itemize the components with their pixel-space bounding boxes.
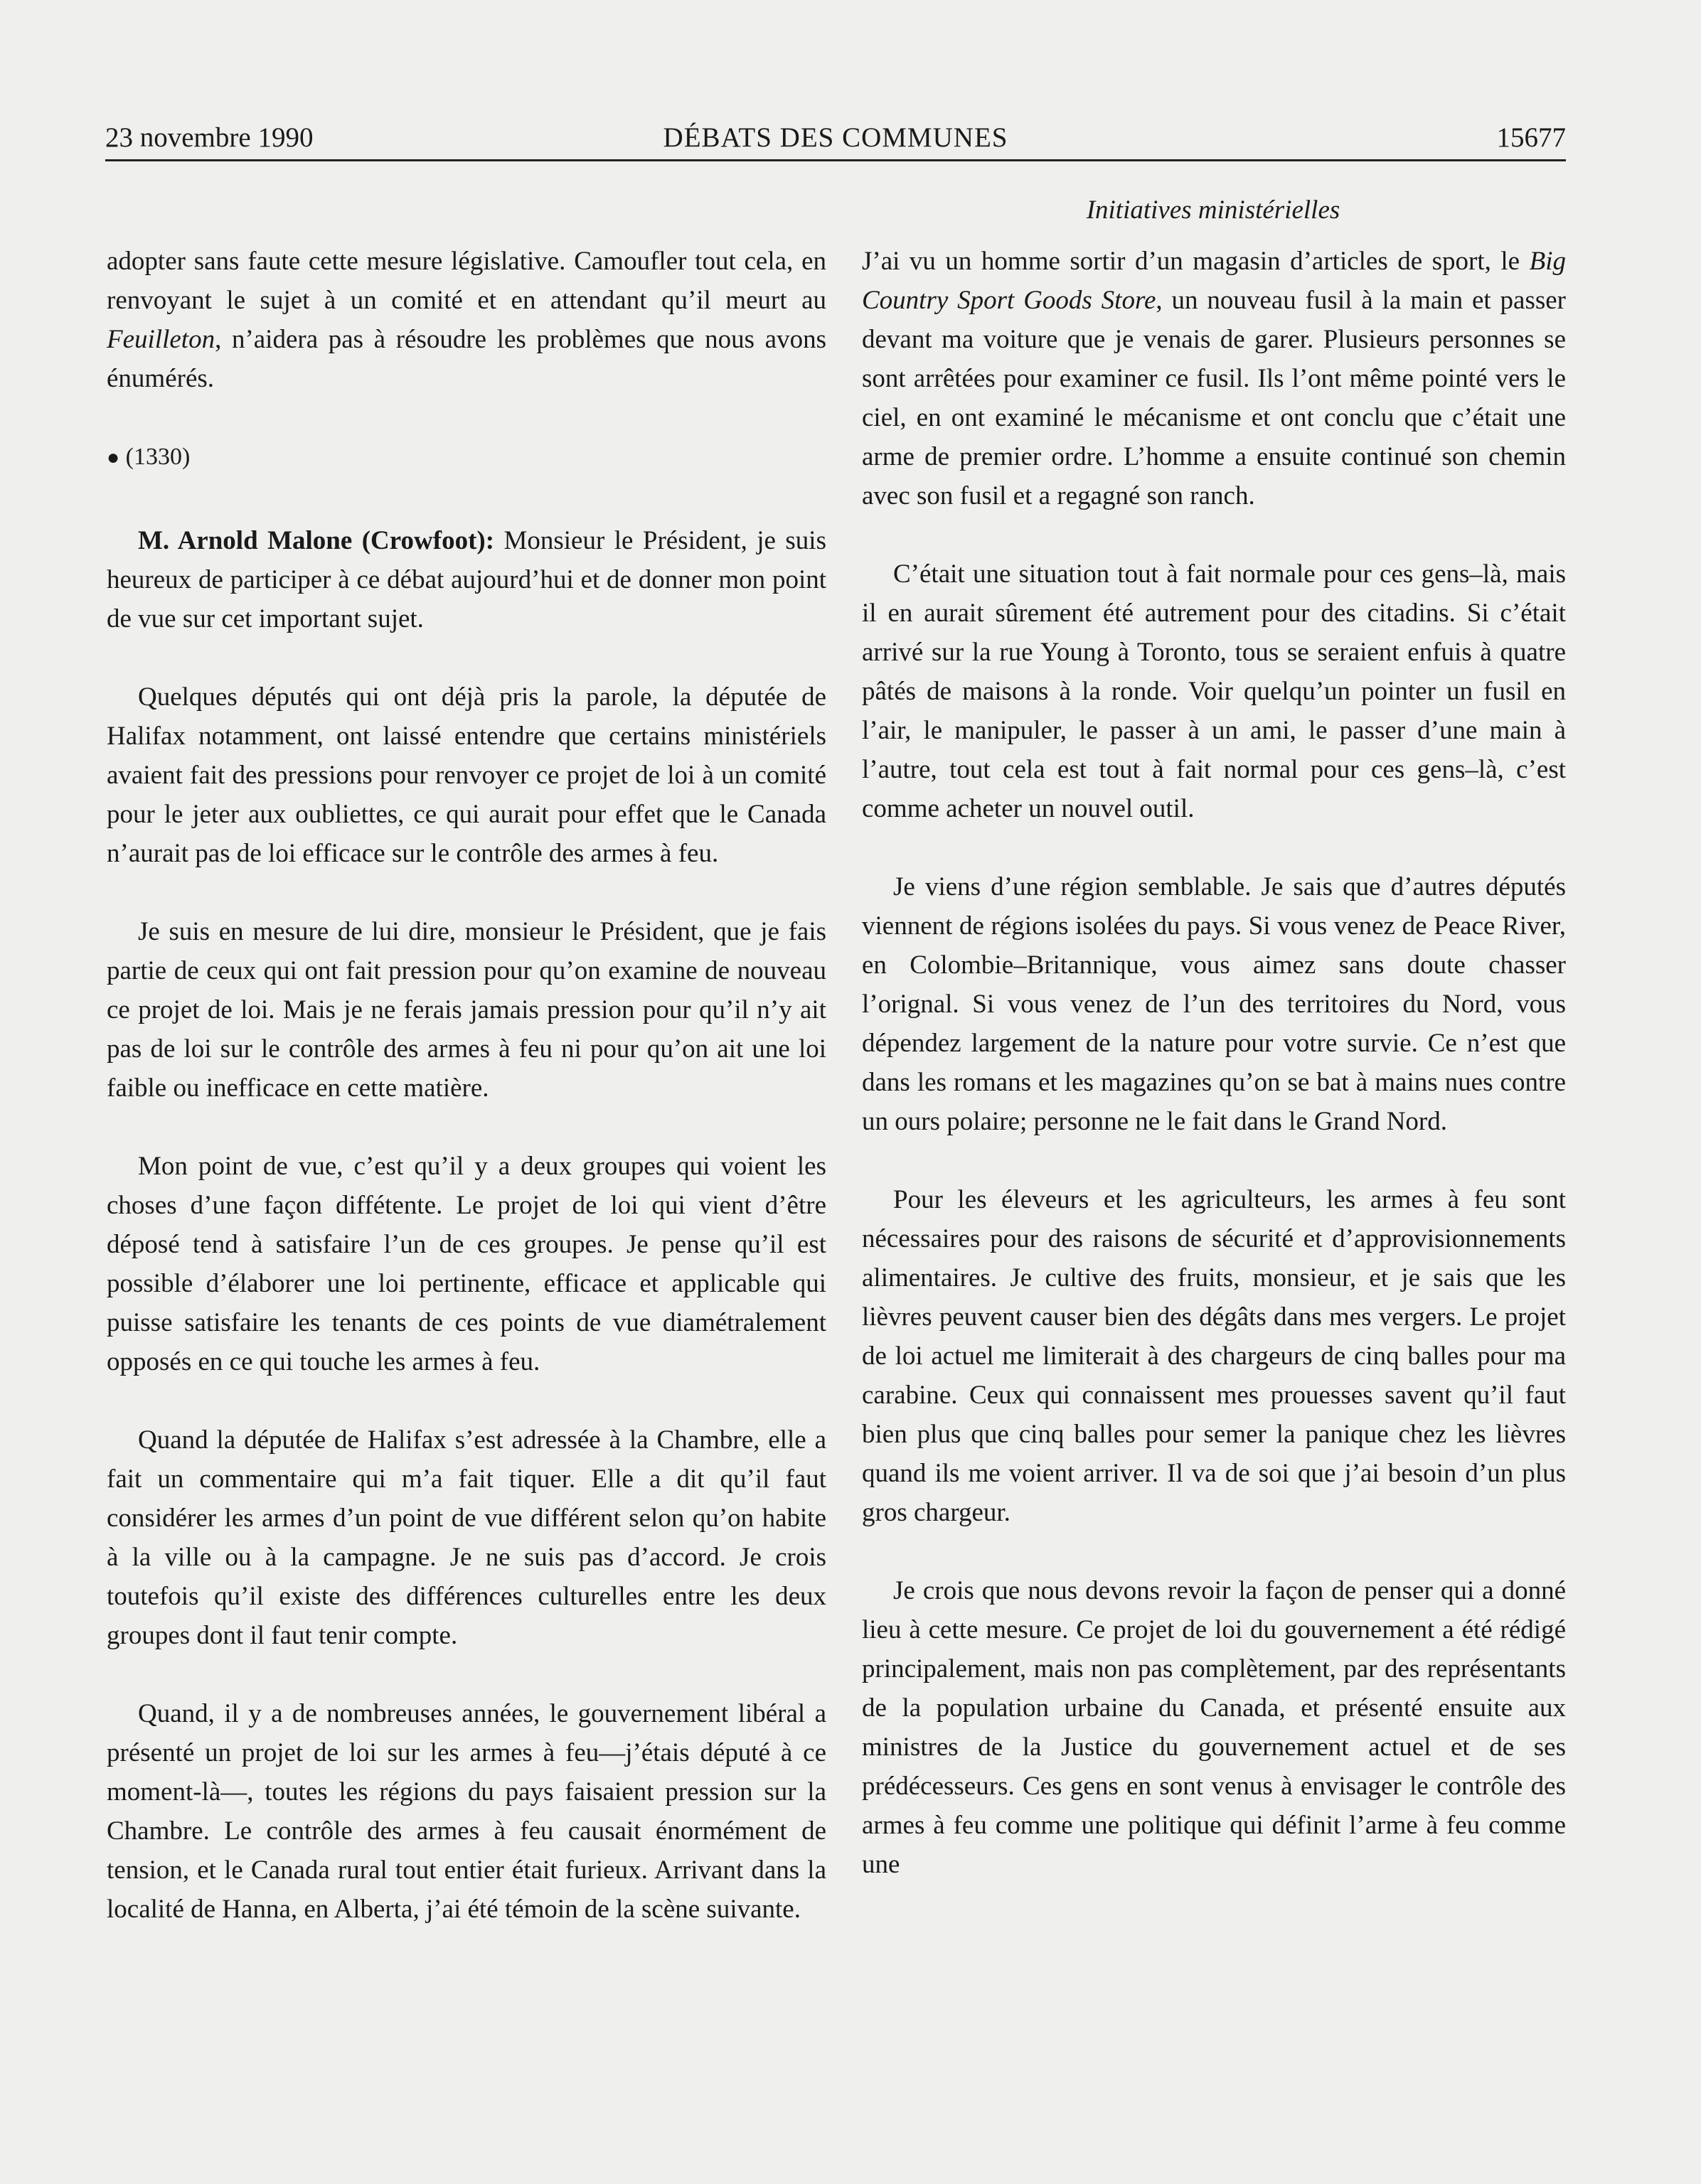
paragraph: Quand, il y a de nombreuses années, le gouvernement libéral a présenté un projet de loi sur les armes à feu—j’étais député à ce moment-là—, toutes les régions du pays faisaient pression sur la Chambre. Le contrôle des armes à feu causait énormément de tension, et le Canada rural tout entier était furieux. Arrivant dans la localité de Hanna, en Alberta, j’ai été témoin de la scène suivante.	[107, 1699, 826, 1924]
italic-term: Feuilleton	[107, 325, 215, 354]
store-name: Big Country Sport Goods Store	[862, 247, 1566, 315]
speaker-name: M. Arnold Malone (Crowfoot):	[138, 526, 495, 555]
paragraph	[862, 242, 1566, 515]
paragraph: Mon point de vue, c’est qu’il y a deux groupes qui voient les choses d’une façon diffétente. Le projet de loi qui vient d’être déposé tend à satisfaire l’un de ces groupes. Je pense qu’il est possible d’élaborer une loi pertinente, efficace et applicable qui puisse satisfaire les tenants de ces points de vue diamétralement opposés en ce qui touche les armes à feu.	[107, 1152, 826, 1376]
paragraph-text: , un nouveau fusil à la main et passer devant ma voiture que je venais de garer. Plusieurs personnes se sont arrêtées pour examiner ce fusil. Ils l’ont même pointé vers le ciel, en ont examiné le mécanisme et ont conclu que c’était une arme de premier ordre. L’homme a ensuite continué son chemin avec son fusil et a regagné son ranch.	[862, 286, 1566, 510]
section-heading: Initiatives ministérielles	[1086, 196, 1340, 225]
paragraph: Quand la députée de Halifax s’est adressée à la Chambre, elle a fait un commentaire qui m’a fait tiquer. Elle a dit qu’il faut considérer les armes d’un point de vue différent selon qu’on habite à la ville ou à la campagne. Je ne suis pas d’accord. Je crois toutefois qu’il existe des différences culturelles entre les deux groupes dont il faut tenir compte.	[107, 1425, 826, 1650]
paragraph: Je crois que nous devons revoir la façon de penser qui a donné lieu à cette mesure. Ce projet de loi du gouvernement a été rédigé principalement, mais non pas complètement, par des représentants de la population urbaine du Canada, et présenté ensuite aux ministres de la Justice du gouvernement actuel et de ses prédécesseurs. Ces gens en sont venus à envisager le contrôle des armes à feu comme une politique qui définit l’arme à feu comme une	[862, 1576, 1566, 1879]
page-header	[105, 118, 1566, 158]
header-page-number: 15677	[1496, 122, 1566, 153]
header-rule	[105, 159, 1566, 161]
paragraph-text: adopter sans faute cette mesure législative. Camoufler tout cela, en renvoyant le sujet à un comité et en attendant qu’il meurt au Feuilleton, n’aidera pas à résoudre les problèmes que nous avons énumérés.	[107, 247, 826, 393]
paragraph: Je viens d’une région semblable. Je sais que d’autres députés viennent de régions isolées du pays. Si vous venez de Peace River, en Colombie–Britannique, vous aimez sans doute chasser l’orignal. Si vous venez de l’un des territoires du Nord, vous dépendez largement de la nature pour votre survie. Ce n’est que dans les romans et les magazines qu’on se bat à mains nues contre un ours polaire; personne ne le fait dans le Grand Nord.	[862, 872, 1566, 1136]
paragraph	[107, 521, 826, 638]
paragraph-text: J’ai vu un homme sortir d’un magasin d’articles de sport, le	[862, 247, 1530, 276]
time-marker-text: (1330)	[125, 444, 191, 470]
paragraph: Quelques députés qui ont déjà pris la parole, la députée de Halifax notamment, ont laissé entendre que certains ministériels avaient fait des pressions pour renvoyer ce projet de loi à un comité pour le jeter aux oubliettes, ce qui aurait pour effet que le Canada n’aurait pas de loi efficace sur le contrôle des armes à feu.	[107, 682, 826, 868]
paragraph-text: Monsieur le Président, je suis heureux de participer à ce débat aujourd’hui et de donner mon point de vue sur cet important sujet.	[107, 526, 826, 633]
paragraph: Pour les éleveurs et les agriculteurs, les armes à feu sont nécessaires pour des raisons de sécurité et d’approvisionnements alimentaires. Je cultive des fruits, monsieur, et je sais que les lièvres peuvent causer bien des dégâts dans mes vergers. Le projet de loi actuel me limiterait à des chargeurs de cinq balles pour ma carabine. Ceux qui connaissent mes prouesses savent qu’il faut bien plus que cinq balles pour semer la panique chez les lièvres quand ils me voient arriver. Il va de soi que j’ai besoin d’un plus gros chargeur.	[862, 1185, 1566, 1527]
paragraph: Je suis en mesure de lui dire, monsieur le Président, que je fais partie de ceux qui ont fait pression pour qu’on examine de nouveau ce projet de loi. Mais je ne ferais jamais pression pour qu’il n’y ait pas de loi sur le contrôle des armes à feu ni pour qu’on ait une loi faible ou inefficace en cette matière.	[107, 917, 826, 1103]
time-marker	[107, 437, 826, 477]
bullet-icon: ●	[107, 446, 120, 469]
header-date: 23 novembre 1990	[105, 122, 314, 153]
paragraph: C’était une situation tout à fait normale pour ces gens–là, mais il en aurait sûrement été autrement pour des citadins. Si c’était arrivé sur la rue Young à Toronto, tous se seraient enfuis à quatre pâtés de maisons à la ronde. Voir quelqu’un pointer un fusil en l’air, le manipuler, le passer à un ami, le passer d’une main à l’autre, tout cela est tout à fait normal pour ces gens–là, c’est comme acheter un nouvel outil.	[862, 560, 1566, 823]
header-title: DÉBATS DES COMMUNES	[663, 122, 1008, 153]
paragraph	[107, 242, 826, 398]
left-column	[107, 242, 826, 1929]
right-column	[862, 242, 1566, 1884]
